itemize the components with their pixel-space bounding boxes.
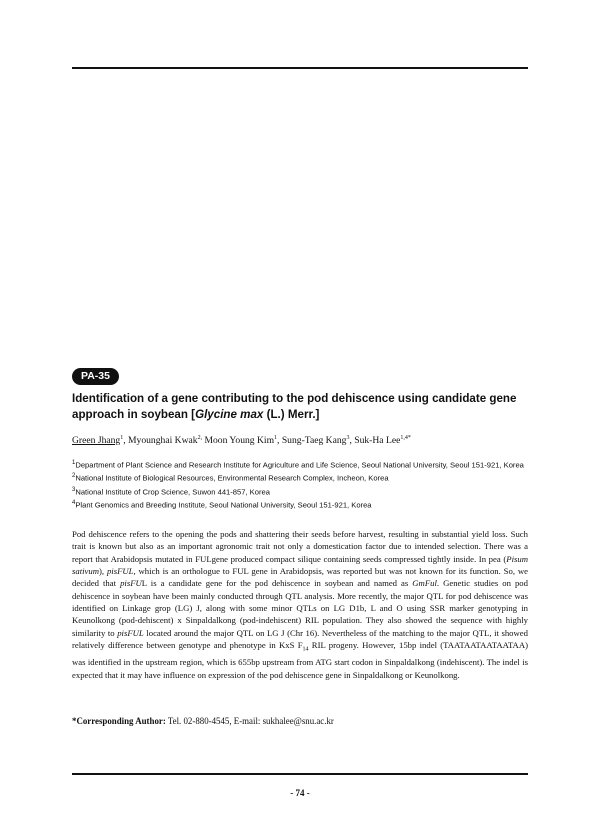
abstract-body: Pod dehiscence refers to the opening the pods and shattering their seeds before harvest, resulting in substantial yield loss. Such trait is known but also as an important agronomic trait not only a domestication factor due to intended selection. There was a report that Arabidopsis mutated in FULgene produced compact silique containing seeds compressed tightly inside. In pea (Pisum sativum), pisFUL, which is an orthologue to FUL gene in Arabidopsis, was reported but was not known for its function. So, we decided that pisFUL is a candidate gene for the pod dehiscence in soybean and named as GmFul. Genetic studies on pod dehiscence in soybean have been mainly conducted through QTL analysis. More recently, the major QTL for pod dehiscence was identified on Linkage grop (LG) J, along with some minor QTLs on LG D1b, L and O using SSR marker genotyping in Keunolkong (pod-dehiscent) x Sinpaldalkong (pod-indehiscent) RIL population. They also showed the sequence with highly similarity to pisFUL located around the major QTL on LG J (Chr 16). Nevertheless of the matching to the major QTL, it showed relatively difference between genotype and phenotype in KxS $F_{14}$ RIL progeny. However, 15bp indel (TAATAATAATAATAA) was identified in the upstream region, which is 655bp upstream from ATG start codon in Sinpaldalkong (indehiscent). The indel is expected that it may have influence on expression of the pod dehiscence gene in Sinpaldalkong or Keunolkong. — [72, 529, 528, 680]
author-2: Myounghai Kwak$^{2,}$ — [128, 435, 203, 447]
affiliation-list — [72, 458, 532, 511]
affiliation-3: $^3$National Institute of Crop Science, Suwon 441-857, Korea — [72, 486, 270, 497]
affiliation-1: $^1$Department of Plant Science and Research Institute for Agriculture and Life Science, Seoul National University, Seoul 151-921, Korea — [72, 460, 524, 470]
page-number: - 74 - — [290, 788, 310, 798]
author-3: Moon Young Kim$^1$ — [204, 435, 278, 447]
corresponding-author — [72, 715, 528, 727]
title-text-1: Identification of a gene contributing to the pod dehiscence using candidate gene approach in soybean [ — [72, 392, 517, 421]
affiliation-2: $^2$National Institute of Biological Resources, Environmental Research Complex, Incheon, Korea — [72, 473, 389, 483]
author-1: Green Jhang$^1$ — [72, 435, 124, 447]
paper-title — [72, 391, 528, 423]
title-species: Glycine max — [195, 408, 264, 421]
affiliation-4: $^4$Plant Genomics and Breeding Institute, Seoul National University, Seoul 151-921, Korea — [72, 499, 372, 510]
author-5: Suk-Ha Lee$^{1,4*}$ — [354, 435, 411, 447]
abstract-id-badge: PA-35 — [72, 368, 119, 385]
author-list: Green Jhang$^1$, Myounghai Kwak$^{2,}$ Moon Young Kim$^1$, Sung-Taeg Kang$^3$, Suk-Ha Lee$^{1,4*}$ — [72, 435, 411, 447]
corresponding-contact: Tel. 02-880-4545, E-mail: sukhalee@snu.ac.kr — [165, 716, 334, 726]
bottom-rule — [72, 773, 528, 775]
title-text-2: (L.) Merr.] — [263, 408, 320, 421]
corresponding-label: *Corresponding Author: — [72, 716, 166, 726]
top-rule — [72, 67, 528, 69]
author-4: Sung-Taeg Kang$^3$ — [281, 435, 350, 447]
